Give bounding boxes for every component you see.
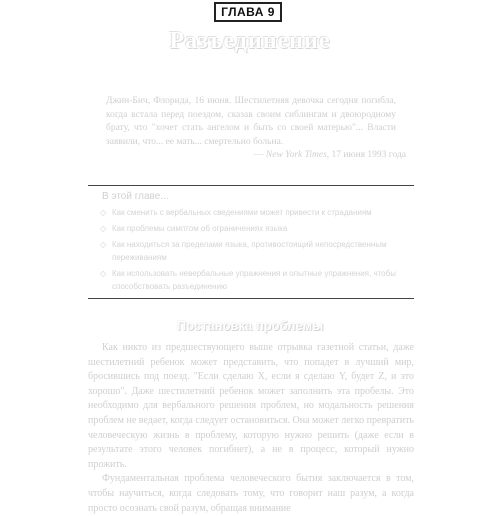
box-top-rule (88, 185, 414, 186)
epigraph-dash: — (254, 150, 264, 160)
learn-item-text: Как проблемы симптом об ограничениях языка (112, 224, 288, 233)
chapter-label: ГЛАВА 9 (214, 2, 282, 22)
learn-item (100, 206, 416, 219)
diamond-bullet-icon: ◇ (100, 269, 107, 278)
section-heading: Постановка проблемы (176, 318, 324, 333)
body-paragraph: Как никто из предшествующего выше отрывка газетной статьи, даже шестилетний ребенок может представить, что попадет в лучший мир, бросившись под поезд. "Если сделаю Х, если я сделаю Y, будет Z, и это хорошо". Даже шестилетний ребенок может заполнить эта пробелы. Это необходимо для вербального решения проблем, но модальность решения проблем не ведает, когда следует остановиться. Она может легко превратить человеческую жизнь в проблему, которую нужно решить (даже если в результате этого человек погибнет), а не в процесс, который нужно прожить. (88, 342, 414, 470)
learn-box-title: В этой главе... (102, 191, 169, 202)
learn-item (100, 238, 416, 264)
box-bottom-rule (88, 298, 414, 299)
learn-item-text: Как использовать невербальные упражнения и опытные упражнения, чтобы способствовать разъединению (112, 269, 396, 291)
diamond-bullet-icon: ◇ (100, 240, 107, 249)
learn-item (100, 267, 416, 293)
learn-item-text: Как сменить с вербальных сведениями может привести к страданиям (112, 208, 372, 217)
learn-list (100, 206, 416, 296)
learn-item (100, 222, 416, 235)
diamond-bullet-icon: ◇ (100, 208, 107, 217)
chapter-title: Разъединение (169, 28, 331, 54)
learn-item-text: Как находиться за пределами языка, противостоящий непосредственным переживаниям (112, 240, 387, 262)
body-text (88, 341, 414, 516)
epigraph-date: , 17 июня 1993 года (326, 150, 406, 160)
body-paragraph: Фундаментальная проблема человеческого бытия заключается в том, чтобы научиться, когда следовать тому, что говорит наш разум, а когда просто осознать свой разум, обращая внимание (88, 473, 414, 514)
diamond-bullet-icon: ◇ (100, 224, 107, 233)
epigraph-publication: New York Times (265, 150, 327, 160)
epigraph-source (254, 150, 406, 160)
epigraph-text: Джин-Бич, Флорида, 16 июня. Шестилетняя девочка сегодня погибла, когда встала перед поездом, сказав своим сиблингам и двоюродному брату, что "хочет стать ангелом и быть со своей матерью"... Власти заявили, что... ее мать... смертельно больна. (106, 96, 396, 147)
